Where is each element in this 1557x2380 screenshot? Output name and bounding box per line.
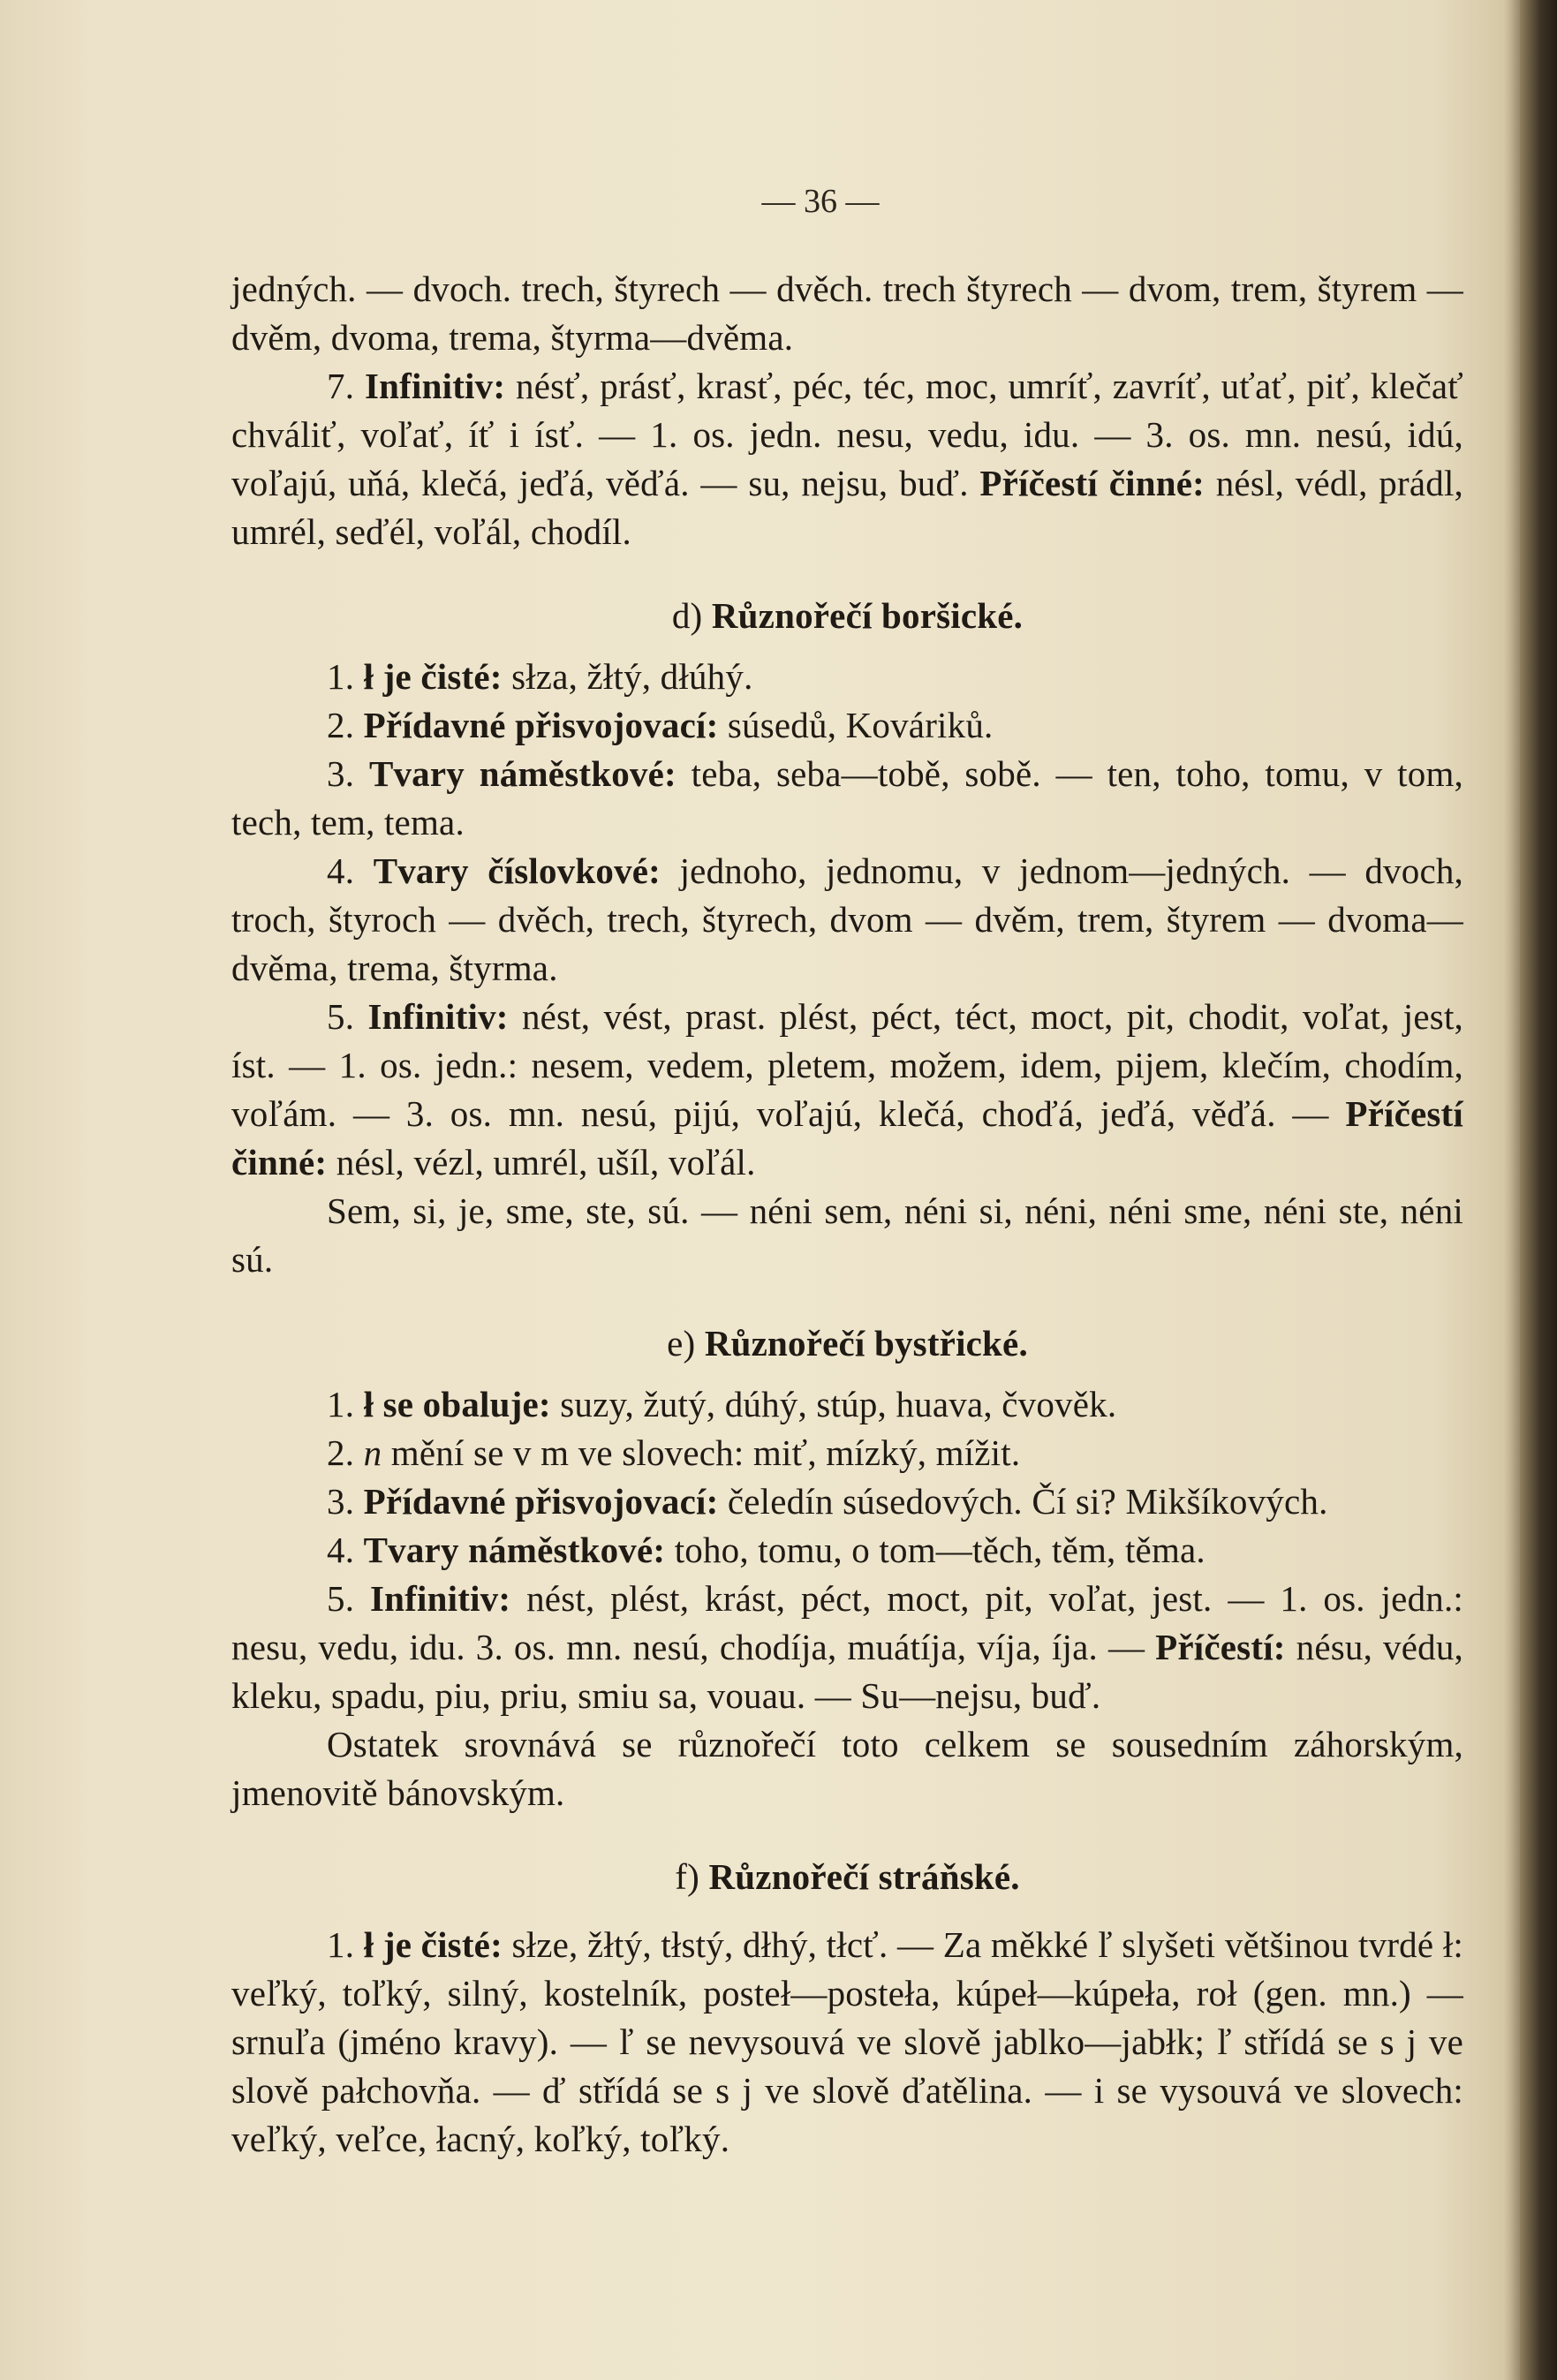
section-e-closing: Ostatek srovnává se různořečí toto celkem se sousedním záhorským, jmenovitě bánovským. <box>231 1724 1463 1813</box>
item-text: teba, seba—tobě, sobě. — ten, toho, tomu, v tom, tech, tem, tema. <box>231 753 1463 842</box>
section-f-heading <box>231 1853 1463 1901</box>
item-text: toho, tomu, o tom—těch, těm, těma. <box>674 1530 1206 1570</box>
item-label: Infinitiv: <box>370 1578 511 1619</box>
item-label: Infinitiv: <box>365 366 506 406</box>
item-number: 3. <box>327 1481 355 1522</box>
item-number: 5. <box>327 996 355 1037</box>
section-e-item-5 <box>231 1575 1463 1720</box>
item-label-2: Příčestí činné: <box>231 1093 1463 1182</box>
item-label: Tvary náměstkové: <box>368 753 676 794</box>
item-text: mění se v m ve slovech: miť, mízký, mížit. <box>390 1432 1021 1473</box>
item-number: 7. <box>327 366 355 406</box>
section-e-heading <box>231 1319 1463 1368</box>
item-text: suzy, žutý, dúhý, stúp, huava, čvověk. <box>560 1384 1117 1424</box>
section-letter: e) <box>667 1323 696 1364</box>
item-label: ł je čisté: <box>363 1924 503 1965</box>
item-number: 2. <box>327 1432 355 1473</box>
section-e-item-4 <box>231 1526 1463 1575</box>
section-e-item-2 <box>231 1429 1463 1477</box>
section-f-item-1 <box>231 1921 1463 2164</box>
item-text: súsedů, Kováriků. <box>727 705 994 745</box>
section-title: Různořečí boršické. <box>711 595 1024 636</box>
section-title: Různořečí stráňské. <box>708 1856 1020 1897</box>
item-label: Přídavné přisvojovací: <box>363 1481 719 1522</box>
item-text: nést, plést, krást, péct, moct, pit, voľat, jest. — 1. os. jedn.: nesu, vedu, idu. 3. os. mn. nesú, chodíja, muátíja, víja, íja. — <box>231 1578 1464 1667</box>
item-text-2: nésu, védu, kleku, spadu, piu, priu, smiu sa, vouau. — Su—nejsu, buď. <box>231 1627 1463 1716</box>
item-text: nést, vést, prast. plést, péct, téct, moct, pit, chodit, voľat, jest, íst. — 1. os. jedn.: nesem, vedem, pletem, možem, idem, pijem, klečím, chodím, voľám. — 3. os. mn. nesú, pijú, voľajú, klečá, choďá, jeďá, věďá. — <box>231 996 1463 1134</box>
book-spine-edge <box>1520 0 1557 2380</box>
section-letter: f) <box>675 1856 699 1897</box>
section-d-item-5 <box>231 993 1463 1187</box>
item-label-2: Příčestí: <box>1155 1627 1286 1667</box>
item-label: Tvary číslovkové: <box>373 850 661 891</box>
item-number: 4. <box>327 850 355 891</box>
item-text-2: nésl, vézl, umrél, ušíl, voľál. <box>336 1142 756 1182</box>
item-text: słza, žłtý, dłúhý. <box>511 656 753 697</box>
item-number: 1. <box>327 1924 355 1965</box>
item-label: ł se obaluje: <box>363 1384 551 1424</box>
intro-item-7 <box>231 362 1463 556</box>
intro-paragraph: jedných. — dvoch. trech, štyrech — dvěch. trech štyrech — dvom, trem, štyrem — dvěm, dvoma, trema, štyrma—dvěma. <box>231 268 1463 358</box>
item-number: 5. <box>327 1578 355 1619</box>
page-shadow <box>1504 0 1520 2380</box>
section-e-item-1 <box>231 1380 1463 1429</box>
item-label: Přídavné přisvojovací: <box>363 705 719 745</box>
item-text: nésť, prásť, krasť, péc, téc, moc, umríť, zavríť, uťať, piť, klečať chváliť, voľať, íť i ísť. — 1. os. jedn. nesu, vedu, idu. — 3. os. mn. nesú, idú, voľajú, uňá, klečá, jeďá, věďá. — su, nejsu, buď. <box>231 366 1463 503</box>
section-d-item-1 <box>231 653 1463 701</box>
section-d-item-2 <box>231 701 1463 750</box>
item-label: Infinitiv: <box>367 996 509 1037</box>
section-d-item-3 <box>231 750 1463 847</box>
participle-label: Příčestí činné: <box>979 463 1205 503</box>
item-number: 1. <box>327 656 355 697</box>
section-title: Různořečí bystřické. <box>704 1323 1028 1364</box>
participle-text: nésl, védl, prádl, umrél, seďél, voľál, chodíl. <box>231 463 1463 552</box>
item-number: 2. <box>327 705 355 745</box>
section-letter: d) <box>671 595 703 636</box>
item-label: ł je čisté: <box>363 656 503 697</box>
item-text: čeledín súsedových. Čí si? Mikšíkových. <box>727 1481 1328 1522</box>
section-d-item-4 <box>231 847 1463 993</box>
section-d-closing: Sem, si, je, sme, ste, sú. — néni sem, néni si, néni, néni sme, néni ste, néni sú. <box>231 1190 1463 1280</box>
section-e-item-3 <box>231 1477 1463 1526</box>
item-number: 4. <box>327 1530 355 1570</box>
page-number: — 36 — <box>761 183 880 220</box>
item-number: 3. <box>327 753 355 794</box>
text-block <box>231 265 1463 2164</box>
item-label: n <box>363 1432 382 1473</box>
item-label: Tvary náměstkové: <box>363 1530 666 1570</box>
section-d-heading <box>231 592 1463 640</box>
item-number: 1. <box>327 1384 355 1424</box>
item-text: słze, žłtý, tłstý, dłhý, tłcť. — Za měkké ľ slyšeti většinou tvrdé ł: veľký, toľký, silný, kostelník, posteł—posteła, kúpeł—kúpeła, roł (gen. mn.) — srnuľa (jméno kravy). — ľ se nevysouvá ve slově jablko—jabłk; ľ střídá se s j ve slově pałchovňa. — ď střídá se s j ve slově ďatělina. — i se vysouvá ve slovech: veľký, veľce, łacný, koľký, toľký. <box>231 1924 1464 2159</box>
item-text: jednoho, jednomu, v jednom—jedných. — dvoch, troch, štyroch — dvěch, trech, štyrech, dvom — dvěm, trem, štyrem — dvoma—dvěma, trema, štyrma. <box>231 850 1464 988</box>
